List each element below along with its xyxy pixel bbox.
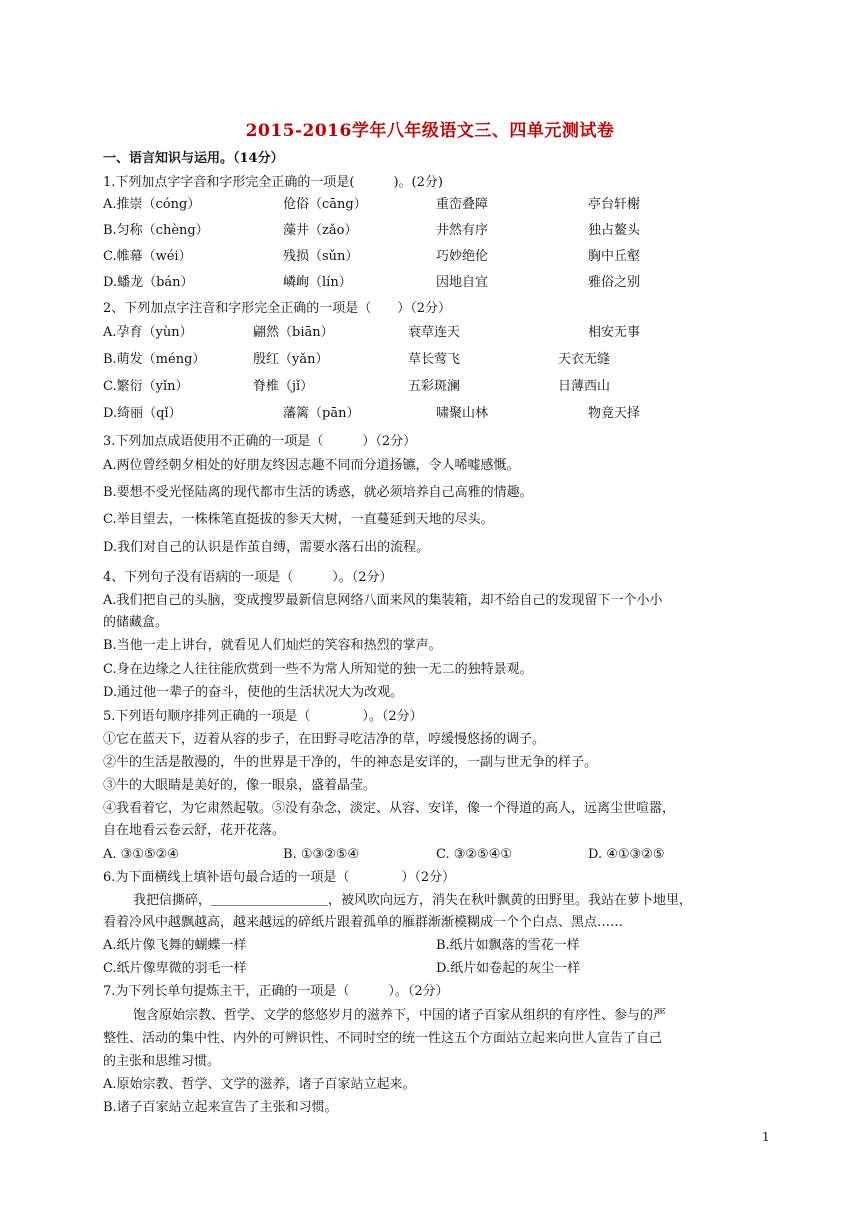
option-word: 雅俗之别 — [588, 275, 641, 290]
option-word: 衰草连天 — [408, 325, 461, 340]
question-6-options-row1 — [103, 937, 763, 955]
option-choice: D. ④①③②⑤ — [588, 847, 665, 862]
option-word: B.萌发（méng） — [103, 352, 206, 367]
question-6-passage: 我把信撕碎，＿＿＿＿＿＿＿＿＿，被风吹向远方，消失在秋叶飘黄的田野里。我站在萝卜地里， — [133, 893, 693, 908]
option-choice: A.纸片像飞舞的蝴蝶一样 — [103, 938, 247, 953]
option-word: B.匀称（chèng） — [103, 223, 209, 238]
question-5-sentence-2: ②牛的生活是散漫的，牛的世界是干净的，牛的神态是安详的，一副与世无争的样子。 — [103, 755, 598, 770]
option-word: 伧俗（cāng） — [283, 197, 367, 212]
option-word: 殷红（yǎn） — [253, 352, 329, 367]
question-2-stem: 2、下列加点字注音和字形完全正确的一项是（ ）（2分） — [103, 301, 452, 316]
question-7-option-a: A.原始宗教、哲学、文学的滋养，诸子百家站立起来。 — [103, 1077, 416, 1092]
option-word: 独占鳌头 — [588, 223, 641, 238]
option-word: 翩然（biān） — [253, 325, 334, 340]
option-word: D.绮丽（qǐ） — [103, 406, 182, 421]
question-3-option-b: B.要想不受光怪陆离的现代都市生活的诱惑，就必须培养自己高雅的情趣。 — [103, 485, 533, 500]
option-word: C.繁衍（yǐn） — [103, 379, 189, 394]
option-word: 草长莺飞 — [408, 352, 461, 367]
option-word: 因地自宜 — [436, 275, 489, 290]
option-word: 物竟天择 — [588, 406, 641, 421]
option-word: A.孕育（yùn） — [103, 325, 193, 340]
question-4-option-a-cont: 的储藏盒。 — [103, 615, 169, 630]
question-7-stem: 7.为下列长单句提炼主干，正确的一项是（ ）。（2分） — [103, 984, 449, 999]
question-4-option-b: B.当他一走上讲台，就看见人们灿烂的笑容和热烈的掌声。 — [103, 638, 442, 653]
option-word: 嶙峋（lín） — [283, 275, 352, 290]
page-title: 2015-2016学年八年级语文三、四单元测试卷 — [245, 121, 615, 141]
question-4-option-c: C.身在边缘之人往往能欣赏到一些不为常人所知觉的独一无二的独特景观。 — [103, 662, 533, 677]
question-5-sentence-4-cont: 自在地看云卷云舒，花开花落。 — [103, 823, 286, 838]
option-word: 藩篱（pān） — [283, 406, 360, 421]
option-word: 相安无事 — [588, 325, 641, 340]
question-6-options-row2 — [103, 960, 763, 978]
question-3-option-a: A.两位曾经朝夕相处的好朋友终因志趣不同而分道扬镳，令人唏嘘感慨。 — [103, 458, 520, 473]
option-word: 井然有序 — [436, 223, 489, 238]
question-1-row-a — [103, 196, 763, 214]
option-choice: C.纸片像卑微的羽毛一样 — [103, 961, 247, 976]
question-3-stem: 3.下列加点成语使用不正确的一项是（ ）（2分） — [103, 434, 417, 449]
question-5-sentence-4: ④我看着它，为它肃然起敬。⑤没有杂念，淡定、从容、安详，像一个得道的高人，远离尘世喧嚣， — [103, 801, 676, 816]
page-number: 1 — [762, 1130, 770, 1144]
question-2-row-d — [103, 405, 763, 423]
question-5-sentence-1: ①它在蓝天下，迈着从容的步子，在田野寻吃洁净的草，哼缓慢悠扬的调子。 — [103, 732, 546, 747]
option-choice: C. ③②⑤④① — [436, 847, 513, 862]
option-word: 胸中丘壑 — [588, 249, 641, 264]
option-word: 啸聚山林 — [436, 406, 489, 421]
question-7-passage: 饱含原始宗教、哲学、文学的悠悠岁月的滋养下，中国的诸子百家从组织的有序性、参与的严 — [133, 1008, 667, 1023]
question-2-row-c — [103, 378, 763, 396]
question-4-option-d: D.通过他一辈子的奋斗，使他的生活状况大为改观。 — [103, 685, 404, 700]
question-1-row-b — [103, 222, 763, 240]
question-2-row-b — [103, 351, 763, 369]
option-word: 亭台轩榭 — [588, 197, 641, 212]
question-6-stem: 6.为下面横线上填补语句最合适的一项是（ ）（2分） — [103, 870, 456, 885]
option-choice: B. ①③②⑤④ — [283, 847, 360, 862]
question-5-stem: 5.下列语句顺序排列正确的一项是（ ）。（2分） — [103, 709, 423, 724]
question-4-option-a: A.我们把自己的头脑，变成搜罗最新信息网络八面来风的集装箱，却不给自己的发现留下一个小小 — [103, 593, 663, 608]
option-choice: D.纸片如卷起的灰尘一样 — [436, 961, 581, 976]
option-choice: B.纸片如飘落的雪花一样 — [436, 938, 580, 953]
question-5-options — [103, 846, 763, 864]
option-word: C.帷幕（wéi） — [103, 249, 192, 264]
option-word: D.蟠龙（bán） — [103, 275, 194, 290]
section-heading: 一、语言知识与运用。（14分） — [103, 151, 284, 166]
question-1-row-c — [103, 248, 763, 266]
question-5-sentence-3: ③牛的大眼睛是美好的，像一眼泉，盛着晶莹。 — [103, 778, 377, 793]
question-1-stem: 1.下列加点字字音和字形完全正确的一项是( )。(2分) — [103, 175, 443, 190]
question-4-stem: 4、下列句子没有语病的一项是（ ）。（2分） — [103, 570, 393, 585]
option-word: 重峦叠障 — [436, 197, 489, 212]
question-2-row-a — [103, 324, 763, 342]
question-1-row-d — [103, 274, 763, 292]
option-word: 残损（sǔn） — [283, 249, 359, 264]
option-word: 藻井（zǎo） — [283, 223, 358, 238]
question-3-option-c: C.举目望去，一株株笔直挺拔的参天大树，一直蔓延到天地的尽头。 — [103, 512, 494, 527]
question-7-passage-end: 的主张和思维习惯。 — [103, 1054, 221, 1069]
option-word: 日薄西山 — [558, 379, 611, 394]
question-3-option-d: D.我们对自己的认识是作茧自缚，需要水落石出的流程。 — [103, 540, 430, 555]
option-word: 巧妙绝伦 — [436, 249, 489, 264]
option-choice: A. ③①⑤②④ — [103, 847, 179, 862]
option-word: 五彩斑澜 — [408, 379, 461, 394]
question-7-option-b: B.诸子百家站立起来宣告了主张和习惯。 — [103, 1100, 338, 1115]
question-6-passage-cont: 看着冷风中越飘越高，越来越远的碎纸片跟着孤单的雁群渐渐模糊成一个个白点、黑点…… — [103, 915, 624, 930]
option-word: A.推崇（cóng） — [103, 197, 201, 212]
question-7-passage-cont: 整性、活动的集中性、内外的可辨识性、不同时空的统一性这五个方面站立起来向世人宣告了自己 — [103, 1031, 663, 1046]
option-word: 天衣无缝 — [558, 352, 611, 367]
option-word: 脊椎（jǐ） — [253, 379, 314, 394]
